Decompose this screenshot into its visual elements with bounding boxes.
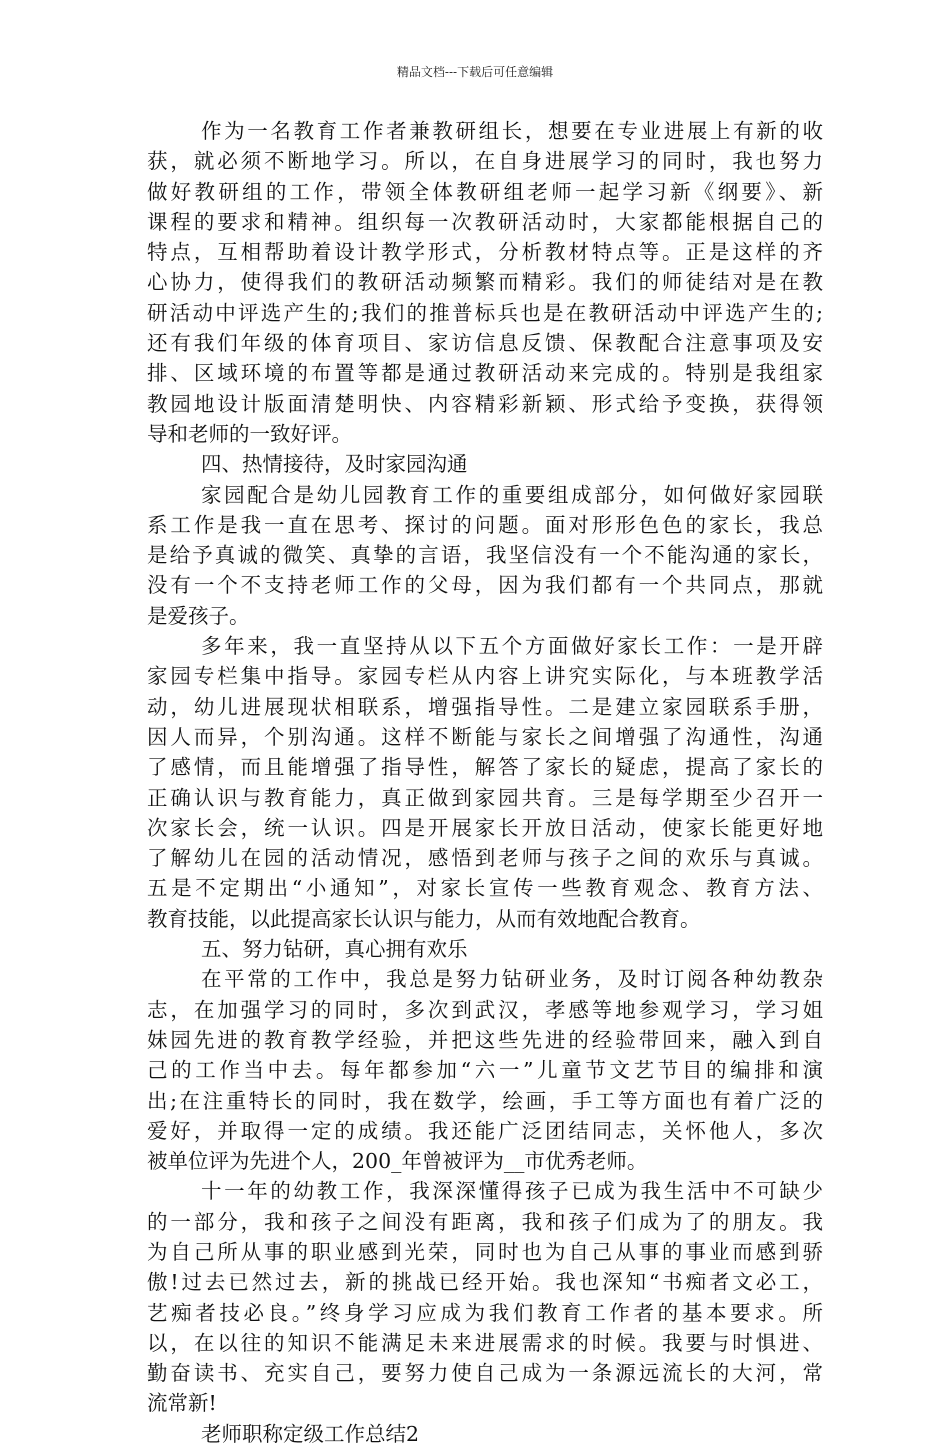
- text-line: 志，在加强学习的同时，多次到武汉，孝感等地参观学习，学习姐: [147, 997, 823, 1022]
- text-line: 家园配合是幼儿园教育工作的重要组成部分，如何做好家园联: [201, 482, 823, 507]
- text-line: 次家长会，统一认识。四是开展家长开放日活动，使家长能更好地: [147, 815, 823, 840]
- text-line: 的一部分，我和孩子之间没有距离，我和孩子们成为了的朋友。我: [147, 1209, 823, 1234]
- text-line: 妹园先进的教育教学经验，并把这些先进的经验带回来，融入到自: [147, 1027, 823, 1052]
- text-line: 排、区域环境的布置等都是通过教研活动来完成的。特别是我组家: [147, 361, 823, 386]
- text-line: 教园地设计版面清楚明快、内容精彩新颖、形式给予变换，获得领: [147, 391, 823, 416]
- text-line: 出;在注重特长的同时，我在数学，绘画，手工等方面也有着广泛的: [147, 1088, 823, 1113]
- section-heading: 五、努力钻研，真心拥有欢乐: [201, 937, 468, 962]
- text-line: 特点，互相帮助着设计教学形式，分析教材特点等。正是这样的齐: [147, 240, 823, 265]
- text-line: 做好教研组的工作，带领全体教研组老师一起学习新《纲要》、新: [147, 179, 823, 204]
- text-line: 心协力，使得我们的教研活动频繁而精彩。我们的师徒结对是在教: [147, 270, 823, 295]
- text-line: 是给予真诚的微笑、真挚的言语，我坚信没有一个不能沟通的家长，: [147, 543, 823, 568]
- text-line: 是爱孩子。: [147, 603, 250, 628]
- text-line: 己的工作当中去。每年都参加“六一”儿童节文艺节目的编排和演: [147, 1058, 823, 1083]
- text-line: 流常新!: [147, 1391, 217, 1416]
- text-line: 还有我们年级的体育项目、家访信息反馈、保教配合注意事项及安: [147, 331, 823, 356]
- text-line: 爱好，并取得一定的成绩。我还能广泛团结同志，关怀他人，多次: [147, 1118, 823, 1143]
- text-line: 导和老师的一致好评。: [147, 421, 352, 446]
- section-heading: 四、热情接待，及时家园沟通: [201, 452, 468, 477]
- text-line: 多年来，我一直坚持从以下五个方面做好家长工作：一是开辟: [201, 634, 823, 659]
- text-line: 以，在以往的知识不能满足未来进展需求的时候。我要与时惧进、: [147, 1330, 823, 1355]
- page-header: 精品文档---下载后可任意编辑: [396, 65, 554, 79]
- text-line: 十一年的幼教工作，我深深懂得孩子已成为我生活中不可缺少: [201, 1179, 823, 1204]
- text-line: 动，幼儿进展现状相联系，增强指导性。二是建立家园联系手册，: [147, 694, 823, 719]
- text-line: 了解幼儿在园的活动情况，感悟到老师与孩子之间的欢乐与真诚。: [147, 846, 823, 871]
- text-line: 勤奋读书、充实自己，要努力使自己成为一条源远流长的大河，常: [147, 1361, 823, 1386]
- text-line: 被单位评为先进个人，200_年曾被评为__市优秀老师。: [147, 1149, 648, 1174]
- text-line: 正确认识与教育能力，真正做到家园共育。三是每学期至少召开一: [147, 785, 823, 810]
- text-line: 研活动中评选产生的;我们的推普标兵也是在教研活动中评选产生的;: [147, 300, 823, 325]
- text-line: 傲!过去已然过去，新的挑战已经开始。我也深知“书痴者文必工，: [147, 1270, 823, 1295]
- document-body: [147, 116, 823, 1449]
- text-line: 获，就必须不断地学习。所以，在自身进展学习的同时，我也努力: [147, 149, 823, 174]
- text-line: 教育技能，以此提高家长认识与能力，从而有效地配合教育。: [147, 906, 701, 931]
- text-line: 为自己所从事的职业感到光荣，同时也为自己从事的事业而感到骄: [147, 1239, 823, 1264]
- section-title: 老师职称定级工作总结2: [201, 1421, 420, 1446]
- text-line: 五是不定期出“小通知”，对家长宣传一些教育观念、教育方法、: [147, 876, 823, 901]
- text-line: 没有一个不支持老师工作的父母，因为我们都有一个共同点，那就: [147, 573, 823, 598]
- text-line: 课程的要求和精神。组织每一次教研活动时，大家都能根据自己的: [147, 209, 823, 234]
- text-line: 系工作是我一直在思考、探讨的问题。面对形形色色的家长，我总: [147, 512, 823, 537]
- text-line: 家园专栏集中指导。家园专栏从内容上讲究实际化，与本班教学活: [147, 664, 823, 689]
- text-line: 因人而异，个别沟通。这样不断能与家长之间增强了沟通性，沟通: [147, 724, 823, 749]
- text-line: 在平常的工作中，我总是努力钻研业务，及时订阅各种幼教杂: [201, 967, 823, 992]
- text-line: 作为一名教育工作者兼教研组长，想要在专业进展上有新的收: [201, 119, 823, 143]
- text-line: 艺痴者技必良。”终身学习应成为我们教育工作者的基本要求。所: [147, 1300, 823, 1325]
- text-line: 了感情，而且能增强了指导性，解答了家长的疑虑，提高了家长的: [147, 755, 823, 780]
